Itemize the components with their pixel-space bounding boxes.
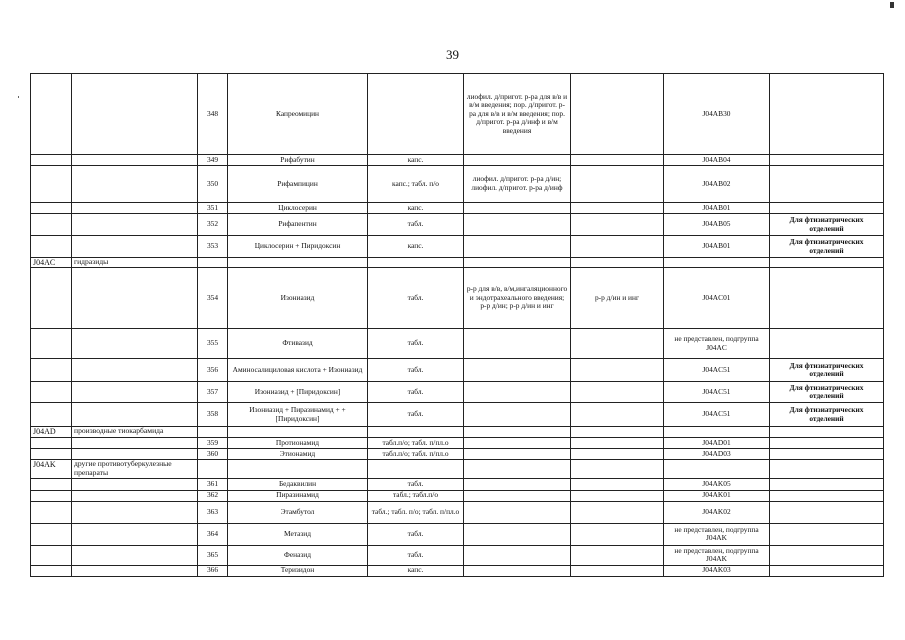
usage-note xyxy=(770,478,884,490)
dosage-form: капс. xyxy=(368,565,464,576)
group-row xyxy=(31,427,884,438)
atc-code: не представлен, подгруппа J04AK xyxy=(664,545,770,565)
dosage-forms-hospital xyxy=(464,438,571,449)
atc-code: J04AD01 xyxy=(664,438,770,449)
empty-cell xyxy=(198,460,228,478)
row-number: 356 xyxy=(198,359,228,382)
drug-name: Протионамид xyxy=(228,438,368,449)
dosage-form xyxy=(368,74,464,155)
dosage-forms-extra xyxy=(571,214,664,236)
drug-row xyxy=(31,565,884,576)
dosage-forms-extra xyxy=(571,545,664,565)
drug-row xyxy=(31,166,884,203)
dosage-form: капс. xyxy=(368,236,464,258)
dosage-form: табл. xyxy=(368,403,464,427)
dosage-form: табл. xyxy=(368,268,464,329)
group-row xyxy=(31,460,884,478)
atc-code: J04AK03 xyxy=(664,565,770,576)
dosage-forms-hospital xyxy=(464,329,571,359)
atc-code: J04AD03 xyxy=(664,449,770,460)
dosage-forms-hospital xyxy=(464,478,571,490)
code-cell xyxy=(31,214,72,236)
code-cell xyxy=(31,501,72,523)
dosage-forms-extra xyxy=(571,166,664,203)
atc-code: J04AC01 xyxy=(664,268,770,329)
code-cell xyxy=(31,449,72,460)
empty-cell xyxy=(571,427,664,438)
atc-code: J04AC51 xyxy=(664,382,770,403)
dosage-forms-hospital xyxy=(464,449,571,460)
atc-code: J04AB01 xyxy=(664,203,770,214)
dosage-forms-extra xyxy=(571,359,664,382)
drug-row xyxy=(31,203,884,214)
usage-note: Для фтизиатрических отделений xyxy=(770,359,884,382)
empty-cell xyxy=(664,427,770,438)
empty-cell xyxy=(228,427,368,438)
drug-name: Теризидон xyxy=(228,565,368,576)
empty-cell xyxy=(571,460,664,478)
usage-note xyxy=(770,501,884,523)
table-body xyxy=(31,74,884,577)
dosage-forms-hospital xyxy=(464,359,571,382)
group-cell xyxy=(72,268,198,329)
empty-cell xyxy=(368,460,464,478)
drug-row xyxy=(31,359,884,382)
usage-note xyxy=(770,545,884,565)
usage-note: Для фтизиатрических отделений xyxy=(770,403,884,427)
drug-name: Бедаквилин xyxy=(228,478,368,490)
drug-row xyxy=(31,236,884,258)
group-name: другие противотуберкулезные препараты xyxy=(72,460,198,478)
drug-name: Фтивазид xyxy=(228,329,368,359)
drug-name: Феназид xyxy=(228,545,368,565)
drug-name: Пиразинамид xyxy=(228,490,368,501)
empty-cell xyxy=(770,460,884,478)
dosage-form: табл.; табл. п/о; табл. п/пл.о xyxy=(368,501,464,523)
usage-note xyxy=(770,449,884,460)
empty-cell xyxy=(464,258,571,268)
empty-cell xyxy=(664,258,770,268)
empty-cell xyxy=(198,258,228,268)
group-cell xyxy=(72,449,198,460)
dosage-forms-extra xyxy=(571,490,664,501)
dosage-form: капс. xyxy=(368,203,464,214)
row-number: 351 xyxy=(198,203,228,214)
drug-list-table xyxy=(30,73,884,577)
group-cell xyxy=(72,523,198,545)
dosage-forms-hospital: лиофил. д/пригот. р-ра для в/в и в/м введения; пор. д/пригот. р-ра для в/в и в/м введения; пор. д/пригот. р-ра д/инф и в/м введения xyxy=(464,74,571,155)
drug-name: Этамбутол xyxy=(228,501,368,523)
scan-speck xyxy=(18,96,19,98)
atc-code: J04AK05 xyxy=(664,478,770,490)
dosage-forms-extra xyxy=(571,155,664,166)
drug-name: Рифампицин xyxy=(228,166,368,203)
empty-cell xyxy=(664,460,770,478)
group-code: J04AC xyxy=(31,258,72,268)
code-cell xyxy=(31,403,72,427)
dosage-form: капс.; табл. п/о xyxy=(368,166,464,203)
drug-name: Этионамид xyxy=(228,449,368,460)
group-cell xyxy=(72,490,198,501)
empty-cell xyxy=(571,258,664,268)
code-cell xyxy=(31,478,72,490)
dosage-form: табл. xyxy=(368,214,464,236)
usage-note xyxy=(770,438,884,449)
group-cell xyxy=(72,382,198,403)
drug-name: Изониазид + [Пиридоксин] xyxy=(228,382,368,403)
drug-row xyxy=(31,490,884,501)
empty-cell xyxy=(228,258,368,268)
dosage-form: табл. xyxy=(368,478,464,490)
drug-row xyxy=(31,438,884,449)
dosage-forms-hospital xyxy=(464,214,571,236)
drug-name: Метазид xyxy=(228,523,368,545)
group-cell xyxy=(72,545,198,565)
drug-name: Циклосерин + Пиридоксин xyxy=(228,236,368,258)
usage-note xyxy=(770,490,884,501)
dosage-forms-hospital: р-р для в/в, в/м,ингаляционного и эндотрахеального введения; р-р д/ин; р-р д/ин и инг xyxy=(464,268,571,329)
dosage-forms-extra xyxy=(571,501,664,523)
usage-note xyxy=(770,166,884,203)
group-cell xyxy=(72,501,198,523)
dosage-forms-extra xyxy=(571,438,664,449)
dosage-forms-hospital xyxy=(464,203,571,214)
empty-cell xyxy=(464,460,571,478)
group-cell xyxy=(72,403,198,427)
usage-note: Для фтизиатрических отделений xyxy=(770,382,884,403)
row-number: 350 xyxy=(198,166,228,203)
usage-note xyxy=(770,523,884,545)
usage-note xyxy=(770,268,884,329)
dosage-forms-extra xyxy=(571,382,664,403)
usage-note xyxy=(770,565,884,576)
drug-row xyxy=(31,449,884,460)
empty-cell xyxy=(770,258,884,268)
empty-cell xyxy=(464,427,571,438)
row-number: 353 xyxy=(198,236,228,258)
dosage-form: табл.; табл.п/о xyxy=(368,490,464,501)
usage-note: Для фтизиатрических отделений xyxy=(770,214,884,236)
dosage-forms-extra xyxy=(571,523,664,545)
code-cell xyxy=(31,329,72,359)
atc-code: J04AK02 xyxy=(664,501,770,523)
row-number: 348 xyxy=(198,74,228,155)
dosage-forms-extra xyxy=(571,74,664,155)
dosage-forms-hospital xyxy=(464,523,571,545)
group-cell xyxy=(72,203,198,214)
row-number: 358 xyxy=(198,403,228,427)
dosage-forms-extra xyxy=(571,329,664,359)
group-cell xyxy=(72,565,198,576)
dosage-form: табл. xyxy=(368,545,464,565)
row-number: 349 xyxy=(198,155,228,166)
dosage-form: табл. xyxy=(368,523,464,545)
dosage-forms-hospital xyxy=(464,155,571,166)
group-cell xyxy=(72,155,198,166)
drug-row xyxy=(31,382,884,403)
dosage-forms-extra xyxy=(571,565,664,576)
atc-code: J04AC51 xyxy=(664,359,770,382)
usage-note: Для фтизиатрических отделений xyxy=(770,236,884,258)
row-number: 362 xyxy=(198,490,228,501)
atc-code: J04AK01 xyxy=(664,490,770,501)
group-row xyxy=(31,258,884,268)
dosage-forms-hospital xyxy=(464,545,571,565)
code-cell xyxy=(31,155,72,166)
group-code: J04AK xyxy=(31,460,72,478)
dosage-forms-extra xyxy=(571,449,664,460)
atc-code: J04AB01 xyxy=(664,236,770,258)
atc-code: J04AB02 xyxy=(664,166,770,203)
dosage-forms-extra xyxy=(571,203,664,214)
row-number: 359 xyxy=(198,438,228,449)
row-number: 363 xyxy=(198,501,228,523)
code-cell xyxy=(31,74,72,155)
group-name: гидразиды xyxy=(72,258,198,268)
group-cell xyxy=(72,236,198,258)
dosage-forms-hospital xyxy=(464,236,571,258)
drug-name: Циклосерин xyxy=(228,203,368,214)
drug-row xyxy=(31,545,884,565)
code-cell xyxy=(31,236,72,258)
empty-cell xyxy=(770,427,884,438)
row-number: 354 xyxy=(198,268,228,329)
code-cell xyxy=(31,490,72,501)
drug-row xyxy=(31,403,884,427)
drug-row xyxy=(31,214,884,236)
dosage-forms-extra: р-р д/ин и инг xyxy=(571,268,664,329)
code-cell xyxy=(31,565,72,576)
drug-name: Изониазид xyxy=(228,268,368,329)
dosage-forms-extra xyxy=(571,403,664,427)
empty-cell xyxy=(368,258,464,268)
row-number: 365 xyxy=(198,545,228,565)
drug-row xyxy=(31,501,884,523)
dosage-form: табл. xyxy=(368,359,464,382)
dosage-forms-extra xyxy=(571,236,664,258)
group-code: J04AD xyxy=(31,427,72,438)
drug-name: Рифапентин xyxy=(228,214,368,236)
dosage-forms-hospital xyxy=(464,565,571,576)
usage-note xyxy=(770,203,884,214)
atc-code: J04AB05 xyxy=(664,214,770,236)
drug-row xyxy=(31,329,884,359)
dosage-forms-hospital xyxy=(464,382,571,403)
row-number: 355 xyxy=(198,329,228,359)
group-cell xyxy=(72,214,198,236)
dosage-form: табл. xyxy=(368,382,464,403)
group-cell xyxy=(72,74,198,155)
row-number: 360 xyxy=(198,449,228,460)
scan-mark xyxy=(890,2,894,8)
code-cell xyxy=(31,203,72,214)
drug-name: Рифабутин xyxy=(228,155,368,166)
dosage-form: табл. xyxy=(368,329,464,359)
dosage-forms-hospital: лиофил. д/пригот. р-ра д/ин; лиофил. д/пригот. р-ра д/инф xyxy=(464,166,571,203)
dosage-form: капс. xyxy=(368,155,464,166)
drug-row xyxy=(31,74,884,155)
atc-code: J04AC51 xyxy=(664,403,770,427)
page-number: 39 xyxy=(446,47,459,62)
code-cell xyxy=(31,545,72,565)
code-cell xyxy=(31,438,72,449)
drug-name: Капреомицин xyxy=(228,74,368,155)
drug-name: Аминосалициловая кислота + Изониазид xyxy=(228,359,368,382)
group-cell xyxy=(72,478,198,490)
drug-row xyxy=(31,523,884,545)
code-cell xyxy=(31,166,72,203)
dosage-forms-extra xyxy=(571,478,664,490)
row-number: 352 xyxy=(198,214,228,236)
code-cell xyxy=(31,359,72,382)
group-cell xyxy=(72,359,198,382)
row-number: 361 xyxy=(198,478,228,490)
empty-cell xyxy=(228,460,368,478)
empty-cell xyxy=(198,427,228,438)
usage-note xyxy=(770,329,884,359)
drug-row xyxy=(31,155,884,166)
usage-note xyxy=(770,155,884,166)
atc-code: J04AB04 xyxy=(664,155,770,166)
atc-code: не представлен, подгруппа J04AK xyxy=(664,523,770,545)
row-number: 364 xyxy=(198,523,228,545)
drug-name: Изониазид + Пиразинамид + +[Пиридоксин] xyxy=(228,403,368,427)
group-name: производные тиокарбамида xyxy=(72,427,198,438)
drug-row xyxy=(31,268,884,329)
atc-code: не представлен, подгруппа J04AC xyxy=(664,329,770,359)
row-number: 366 xyxy=(198,565,228,576)
dosage-form: табл.п/о; табл. п/пл.о xyxy=(368,438,464,449)
code-cell xyxy=(31,268,72,329)
empty-cell xyxy=(368,427,464,438)
code-cell xyxy=(31,523,72,545)
dosage-forms-hospital xyxy=(464,501,571,523)
usage-note xyxy=(770,74,884,155)
dosage-forms-hospital xyxy=(464,490,571,501)
group-cell xyxy=(72,438,198,449)
dosage-form: табл.п/о; табл. п/пл.о xyxy=(368,449,464,460)
group-cell xyxy=(72,166,198,203)
drug-row xyxy=(31,478,884,490)
atc-code: J04AB30 xyxy=(664,74,770,155)
row-number: 357 xyxy=(198,382,228,403)
dosage-forms-hospital xyxy=(464,403,571,427)
code-cell xyxy=(31,382,72,403)
group-cell xyxy=(72,329,198,359)
